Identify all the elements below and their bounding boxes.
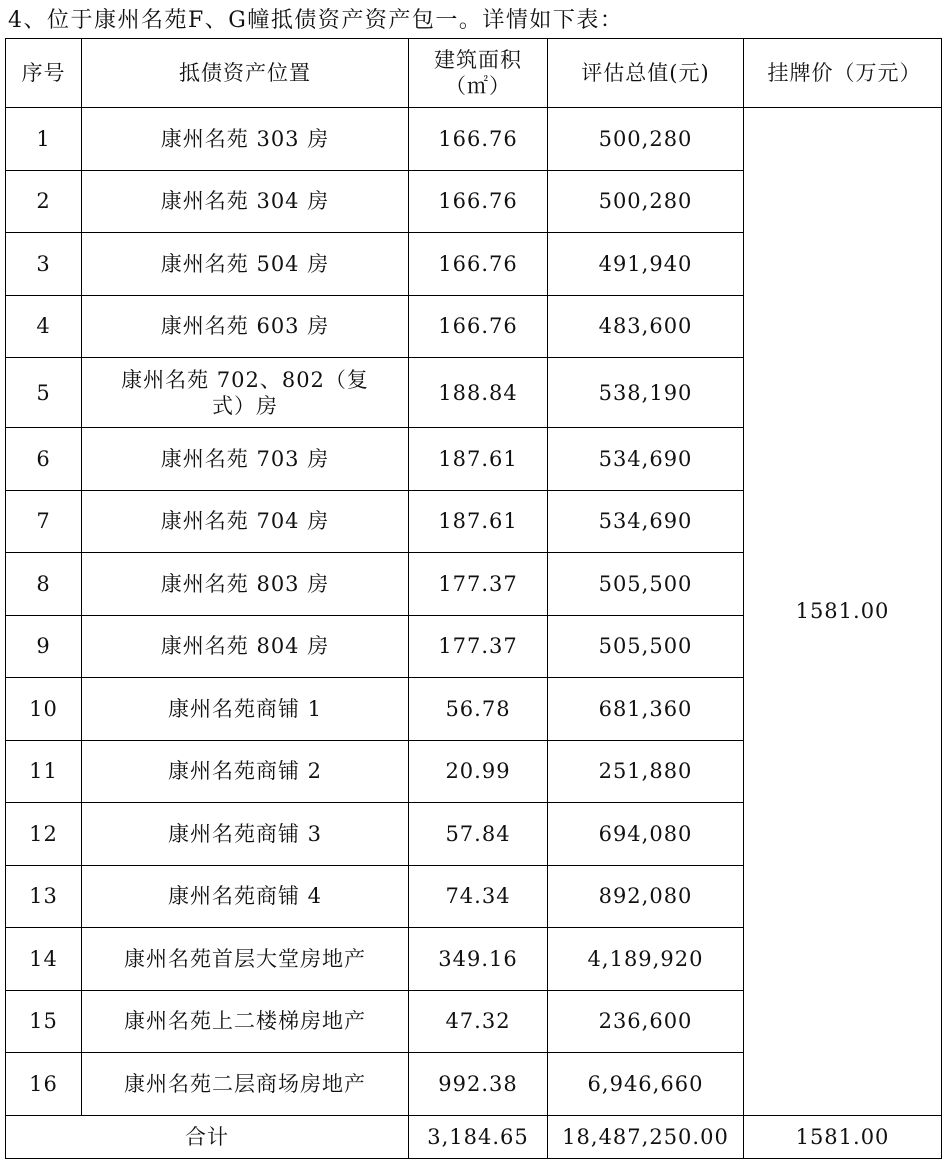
cell-listing-price: 1581.00 [744,108,942,1116]
cell-value: 236,600 [548,990,744,1053]
table-row [6,108,942,171]
header-area: 建筑面积（㎡） [409,39,548,108]
cell-seq: 1 [6,108,82,171]
cell-seq: 12 [6,803,82,866]
header-price: 挂牌价（万元） [744,39,942,108]
cell-total-label: 合计 [6,1115,409,1158]
cell-area: 56.78 [409,678,548,741]
header-value: 评估总值(元) [548,39,744,108]
cell-area: 992.38 [409,1053,548,1116]
cell-location: 康州名苑 603 房 [82,295,409,358]
cell-location: 康州名苑 704 房 [82,490,409,553]
cell-seq: 16 [6,1053,82,1116]
cell-seq: 8 [6,553,82,616]
cell-area: 177.37 [409,615,548,678]
cell-value: 505,500 [548,615,744,678]
cell-location: 康州名苑首层大堂房地产 [82,928,409,991]
cell-total-value: 18,487,250.00 [548,1115,744,1158]
cell-seq: 10 [6,678,82,741]
cell-area: 187.61 [409,490,548,553]
cell-location: 康州名苑 804 房 [82,615,409,678]
cell-location: 康州名苑商铺 4 [82,865,409,928]
cell-value: 681,360 [548,678,744,741]
cell-area: 47.32 [409,990,548,1053]
cell-area: 188.84 [409,358,548,428]
cell-seq: 4 [6,295,82,358]
cell-seq: 14 [6,928,82,991]
cell-value: 251,880 [548,740,744,803]
cell-area: 20.99 [409,740,548,803]
cell-location: 康州名苑 304 房 [82,170,409,233]
cell-area: 74.34 [409,865,548,928]
cell-area: 166.76 [409,233,548,296]
cell-value: 500,280 [548,170,744,233]
cell-seq: 7 [6,490,82,553]
cell-value: 538,190 [548,358,744,428]
cell-area: 349.16 [409,928,548,991]
table-total-row [6,1115,942,1158]
cell-value: 505,500 [548,553,744,616]
cell-value: 483,600 [548,295,744,358]
cell-seq: 9 [6,615,82,678]
cell-seq: 5 [6,358,82,428]
cell-value: 892,080 [548,865,744,928]
cell-value: 534,690 [548,490,744,553]
cell-value: 500,280 [548,108,744,171]
cell-seq: 11 [6,740,82,803]
cell-seq: 2 [6,170,82,233]
cell-area: 166.76 [409,170,548,233]
cell-seq: 13 [6,865,82,928]
cell-location: 康州名苑商铺 1 [82,678,409,741]
cell-value: 6,946,660 [548,1053,744,1116]
asset-table [5,38,942,1159]
cell-location: 康州名苑 504 房 [82,233,409,296]
header-seq: 序号 [6,39,82,108]
cell-location: 康州名苑二层商场房地产 [82,1053,409,1116]
section-heading: 4、位于康州名苑F、G幢抵债资产资产包一。详情如下表： [8,8,624,33]
cell-location: 康州名苑商铺 3 [82,803,409,866]
table-header-row [6,39,942,108]
cell-location: 康州名苑 703 房 [82,428,409,491]
cell-area: 177.37 [409,553,548,616]
cell-value: 4,189,920 [548,928,744,991]
table-body [6,108,942,1159]
cell-seq: 6 [6,428,82,491]
cell-value: 534,690 [548,428,744,491]
cell-area: 187.61 [409,428,548,491]
header-location: 抵债资产位置 [82,39,409,108]
cell-seq: 15 [6,990,82,1053]
cell-value: 694,080 [548,803,744,866]
cell-location: 康州名苑 702、802（复式）房 [82,358,409,428]
cell-location: 康州名苑 303 房 [82,108,409,171]
cell-location: 康州名苑 803 房 [82,553,409,616]
cell-total-area: 3,184.65 [409,1115,548,1158]
cell-area: 57.84 [409,803,548,866]
cell-location: 康州名苑商铺 2 [82,740,409,803]
cell-location: 康州名苑上二楼梯房地产 [82,990,409,1053]
cell-area: 166.76 [409,295,548,358]
cell-value: 491,940 [548,233,744,296]
cell-area: 166.76 [409,108,548,171]
cell-total-price: 1581.00 [744,1115,942,1158]
cell-seq: 3 [6,233,82,296]
